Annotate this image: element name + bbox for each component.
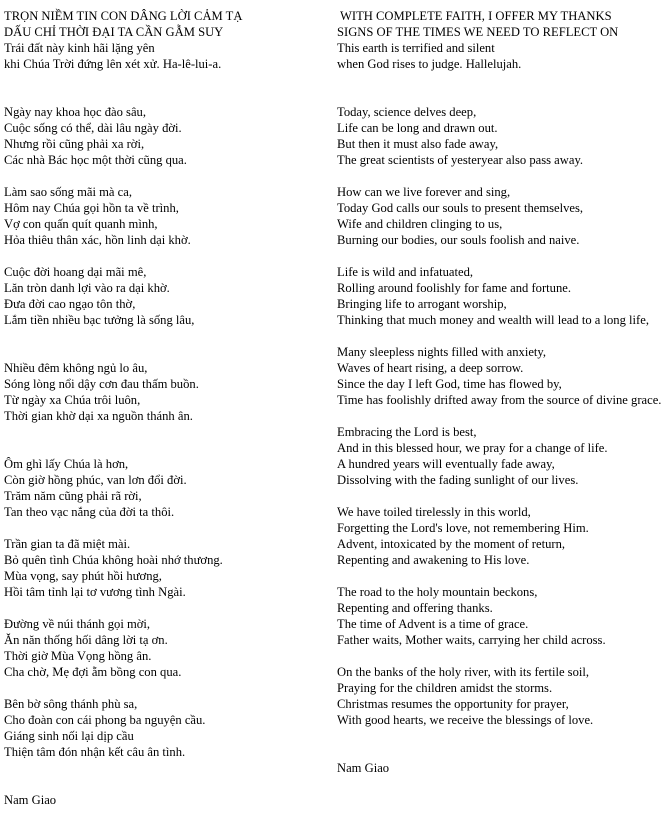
verse-line: Còn giờ hồng phúc, van lơn đổi đời. xyxy=(4,473,187,487)
verse-line: The road to the holy mountain beckons, xyxy=(337,585,538,599)
stanza-4 xyxy=(4,360,324,440)
verse-line: Từ ngày xa Chúa trôi luôn, xyxy=(4,393,141,407)
stanza-2 xyxy=(337,184,665,248)
verse-line: Life can be long and drawn out. xyxy=(337,121,498,135)
verse-line: Lắm tiền nhiều bạc tưởng là sống lâu, xyxy=(4,313,195,327)
verse-line: Cuộc sống có thể, dài lâu ngày đời. xyxy=(4,121,182,135)
poem-title-line: TRỌN NIỀM TIN CON DÂNG LỜI CẢM TẠ xyxy=(4,9,243,23)
verse-line: And in this blessed hour, we pray for a change of life. xyxy=(337,441,608,455)
verse-line: Sóng lòng nổi dậy cơn đau thấm buồn. xyxy=(4,377,199,391)
verse-line: The time of Advent is a time of grace. xyxy=(337,617,529,631)
verse-line: Praying for the children amidst the storms. xyxy=(337,681,553,695)
stanza-7 xyxy=(4,616,324,680)
verse-line: Bringing life to arrogant worship, xyxy=(337,297,507,311)
verse-line: Father waits, Mother waits, carrying her child across. xyxy=(337,633,606,647)
verse-line: Thời gian khờ dại xa nguồn thánh ân. xyxy=(4,409,193,423)
verse-line: Hôm nay Chúa gọi hồn ta về trình, xyxy=(4,201,179,215)
verse-line: Repenting and offering thanks. xyxy=(337,601,493,615)
verse-line: Since the day I left God, time has flowed by, xyxy=(337,377,562,391)
stanza-8 xyxy=(4,696,324,760)
author-signature: Nam Giao xyxy=(4,793,57,807)
verse-line: Ăn năn thống hối dâng lời tạ ơn. xyxy=(4,633,168,647)
verse-line: Thiện tâm đón nhận kết câu ân tình. xyxy=(4,745,186,759)
verse-line: Bên bờ sông thánh phù sa, xyxy=(4,697,138,711)
stanza-1 xyxy=(4,104,324,168)
verse-line: Giáng sinh nối lại dịp cầu xyxy=(4,729,134,743)
verse-line: Embracing the Lord is best, xyxy=(337,425,477,439)
stanza-5 xyxy=(4,456,324,520)
verse-line: A hundred years will eventually fade away, xyxy=(337,457,555,471)
verse-line: Forgetting the Lord's love, not remembering Him. xyxy=(337,521,589,535)
verse-line: On the banks of the holy river, with its fertile soil, xyxy=(337,665,590,679)
stanza-2 xyxy=(4,184,324,248)
stanza-7 xyxy=(337,584,665,648)
verse-line: Lăn tròn danh lợi vào ra dại khờ. xyxy=(4,281,170,295)
verse-line: Dissolving with the fading sunlight of our lives. xyxy=(337,473,579,487)
author-signature: Nam Giao xyxy=(337,761,390,775)
verse-line: Hỏa thiêu thân xác, hồn linh dại khờ. xyxy=(4,233,191,247)
verse-line: Cha chờ, Mẹ đợi ẵm bồng con qua. xyxy=(4,665,182,679)
verse-line: Cuộc đời hoang dại mãi mê, xyxy=(4,265,147,279)
verse-line: Advent, intoxicated by the moment of return, xyxy=(337,537,566,551)
verse-line: Repenting and awakening to His love. xyxy=(337,553,530,567)
verse-line: Waves of heart rising, a deep sorrow. xyxy=(337,361,524,375)
english-poem-column xyxy=(337,8,665,776)
verse-line: Rolling around foolishly for fame and fortune. xyxy=(337,281,571,295)
verse-line: Các nhà Bác học một thời cũng qua. xyxy=(4,153,187,167)
stanza-8 xyxy=(337,664,665,728)
verse-line: Today, science delves deep, xyxy=(337,105,477,119)
poem-title-line: WITH COMPLETE FAITH, I OFFER MY THANKS xyxy=(340,9,612,23)
stanza-6 xyxy=(337,504,665,568)
poem-subtitle-line: SIGNS OF THE TIMES WE NEED TO REFLECT ON xyxy=(337,25,619,39)
verse-line: Burning our bodies, our souls foolish and naive. xyxy=(337,233,580,247)
stanza-6 xyxy=(4,536,324,600)
stanza-5 xyxy=(337,424,665,488)
stanza-1 xyxy=(337,104,665,168)
intro-line: Trái đất này kinh hãi lặng yên xyxy=(4,41,155,55)
verse-line: How can we live forever and sing, xyxy=(337,185,511,199)
intro-line: This earth is terrified and silent xyxy=(337,41,495,55)
stanza-4 xyxy=(337,344,665,408)
verse-line: But then it must also fade away, xyxy=(337,137,499,151)
intro-line: khi Chúa Trời đứng lên xét xử. Ha-lê-lui-a. xyxy=(4,57,222,71)
verse-line: Mùa vọng, say phút hồi hương, xyxy=(4,569,162,583)
stanza-3 xyxy=(337,264,665,328)
verse-line: Thời giờ Mùa Vọng hồng ân. xyxy=(4,649,152,663)
verse-line: Thinking that much money and wealth will lead to a long life, xyxy=(337,313,649,327)
verse-line: Life is wild and infatuated, xyxy=(337,265,474,279)
verse-line: Many sleepless nights filled with anxiety, xyxy=(337,345,547,359)
poem-subtitle-line: DẤU CHỈ THỜI ĐẠI TA CẦN GẪM SUY xyxy=(4,25,224,39)
verse-line: Bỏ quên tình Chúa không hoài nhớ thương. xyxy=(4,553,223,567)
verse-line: Ngày nay khoa học đào sâu, xyxy=(4,105,146,119)
vietnamese-poem-column xyxy=(4,8,324,808)
verse-line: Wife and children clinging to us, xyxy=(337,217,503,231)
verse-line: Today God calls our souls to present themselves, xyxy=(337,201,584,215)
verse-line: Trần gian ta đã miệt mài. xyxy=(4,537,131,551)
verse-line: Tan theo vạc nắng của đời ta thôi. xyxy=(4,505,175,519)
verse-line: Hồi tâm tỉnh lại tơ vương tình Ngài. xyxy=(4,585,186,599)
verse-line: Nhiều đêm không ngủ lo âu, xyxy=(4,361,148,375)
verse-line: Làm sao sống mãi mà ca, xyxy=(4,185,132,199)
verse-line: Cho đoàn con cái phong ba nguyện cầu. xyxy=(4,713,206,727)
verse-line: Time has foolishly drifted away from the source of divine grace. xyxy=(337,393,662,407)
verse-line: Ôm ghì lấy Chúa là hơn, xyxy=(4,457,129,471)
verse-line: Christmas resumes the opportunity for prayer, xyxy=(337,697,569,711)
verse-line: Nhưng rồi cũng phải xa rời, xyxy=(4,137,145,151)
verse-line: With good hearts, we receive the blessings of love. xyxy=(337,713,594,727)
verse-line: Đường về núi thánh gọi mời, xyxy=(4,617,151,631)
stanza-3 xyxy=(4,264,324,344)
intro-line: when God rises to judge. Hallelujah. xyxy=(337,57,522,71)
verse-line: Trăm năm cũng phải rã rời, xyxy=(4,489,142,503)
verse-line: We have toiled tirelessly in this world, xyxy=(337,505,531,519)
verse-line: The great scientists of yesteryear also pass away. xyxy=(337,153,584,167)
verse-line: Đưa đời cao ngạo tôn thờ, xyxy=(4,297,136,311)
verse-line: Vợ con quấn quít quanh mình, xyxy=(4,217,158,231)
